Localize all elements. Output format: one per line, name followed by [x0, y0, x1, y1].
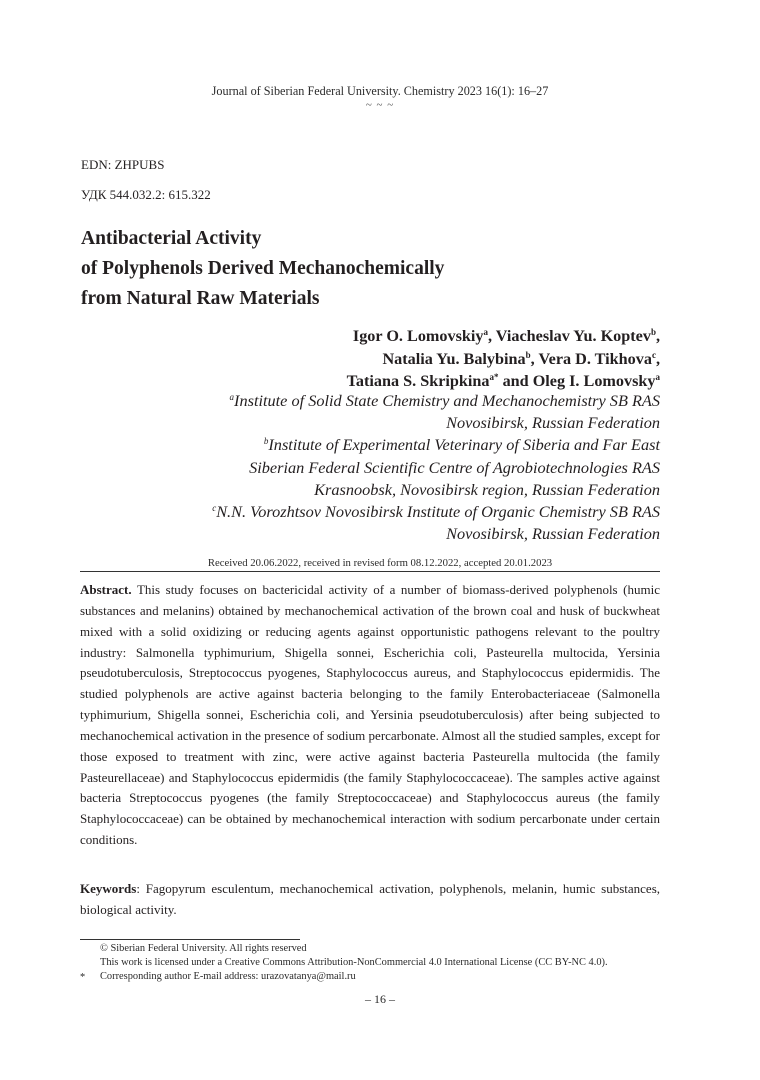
affiliation-list — [212, 390, 660, 545]
keywords-label: Keywords — [80, 881, 137, 896]
affiliation-text: Institute of Experimental Veterinary of Siberia and Far East — [268, 435, 660, 455]
author-separator: , — [487, 327, 496, 345]
title-line: from Natural Raw Materials — [81, 288, 320, 309]
title-line: of Polyphenols Derived Mechanochemically — [81, 258, 445, 279]
author-name: Tatiana S. Skripkina — [346, 372, 490, 390]
affiliation-text: Siberian Federal Scientific Centre of Agrobiotechnologies RAS — [249, 457, 660, 477]
affiliation-text: N.N. Vorozhtsov Novosibirsk Institute of Organic Chemistry SB RAS — [216, 502, 660, 522]
corresponding-author-text: Corresponding author E-mail address: urazovatanya@mail.ru — [100, 971, 356, 982]
affiliation-mark: a — [483, 327, 488, 337]
footnote-line — [80, 970, 680, 984]
affiliation-line — [212, 457, 660, 479]
journal-header: Journal of Siberian Federal University. Chemistry 2023 16(1): 16–27 — [211, 84, 549, 98]
affiliation-line — [212, 434, 660, 456]
affiliation-mark: b — [263, 436, 269, 447]
abstract-label: Abstract. — [80, 582, 132, 597]
affiliation-mark: c — [651, 349, 656, 360]
author-list — [347, 325, 660, 393]
affiliation-mark: a — [229, 392, 235, 402]
abstract-divider — [80, 571, 660, 572]
author-line — [347, 348, 660, 371]
author-separator: , — [655, 327, 660, 345]
affiliation-text: Institute of Solid State Chemistry and Mechanochemistry SB RAS — [234, 391, 660, 410]
author-line — [347, 325, 660, 348]
affiliation-line — [212, 390, 660, 412]
affiliation-text: Krasnoobsk, Novosibirsk region, Russian Federation — [314, 479, 660, 499]
affiliation-text: Novosibirsk, Russian Federation — [446, 413, 660, 433]
udk-code: УДК 544.032.2: 615.322 — [81, 187, 211, 202]
received-dates: Received 20.06.2022, received in revised form 08.12.2022, accepted 20.01.2023 — [207, 557, 553, 569]
affiliation-mark: c — [212, 503, 217, 514]
abstract — [80, 580, 660, 851]
author-name: Vera D. Tikhova — [538, 349, 652, 368]
paper-title — [81, 224, 444, 314]
affiliation-line — [212, 501, 660, 523]
affiliation-mark: b — [525, 349, 531, 360]
affiliation-text: Novosibirsk, Russian Federation — [446, 524, 660, 544]
title-line: Antibacterial Activity — [81, 228, 262, 249]
edn-code: EDN: ZHPUBS — [81, 157, 165, 172]
author-separator: and — [498, 372, 533, 390]
footnote-line — [80, 942, 680, 956]
affiliation-mark: b — [650, 327, 656, 337]
header-ornament: ~ ~ ~ — [365, 99, 395, 111]
copyright-text: © Siberian Federal University. All rights reserved — [100, 943, 307, 954]
author-name: Igor O. Lomovskiy — [352, 327, 484, 345]
license-text: This work is licensed under a Creative Commons Attribution-NonCommercial 4.0 International License (CC BY-NC 4.0). — [100, 957, 608, 968]
abstract-text: This study focuses on bactericidal activity of a number of biomass-derived polyphenols (humic substances and melanins) obtained by mechanochemical activation of the brown coal and husk of buckwheat mixed with a solid oxidizing or reducing agents against opportunistic pathogens relevant to the poultry industry: Salmonella typhimurium, Shigella sonnei, Escherichia coli, Pasteurella multocida, Yersinia pseudotuberculosis, Streptococcus pyogenes, Staphylococcus aureus, and Staphylococcus epidermidis. The studied polyphenols are active against bacteria belonging to the family Enterobacteriaceae (Salmonella typhimurium, Shigella sonnei, Escherichia coli, and Yersinia pseudotuberculosis) after being subjected to mechanochemical activation in the presence of sodium percarbonate. Almost all the studied samples, except for those exposed to treatment with zinc, were active against bacteria Pasteurella multocida (the family Pasteurellaceae) and Staphylococcus epidermidis (the family Staphylococcaceae). The samples active against bacteria Streptococcus pyogenes (the family Streptococcaceae) and Staphylococcus aureus (the family Staphylococcaceae) can be obtained by mechanochemical interaction with sodium percarbonate under certain conditions. — [80, 582, 660, 848]
author-separator: , — [530, 349, 539, 368]
keywords — [80, 879, 660, 920]
affiliation-line — [212, 412, 660, 434]
page-number: – 16 – — [365, 992, 395, 1006]
author-name: Viacheslav Yu. Koptev — [495, 327, 651, 345]
author-name: Oleg I. Lomovsky — [532, 372, 656, 390]
footnote-line — [80, 956, 680, 970]
affiliation-line — [212, 523, 660, 545]
affiliation-mark: a* — [489, 372, 499, 382]
affiliation-line — [212, 479, 660, 501]
author-separator: , — [655, 349, 660, 368]
affiliation-mark: a — [655, 372, 660, 382]
author-name: Natalia Yu. Balybina — [382, 349, 526, 368]
keywords-text: : Fagopyrum esculentum, mechanochemical activation, polyphenols, melanin, humic substances, biological activity. — [80, 881, 660, 917]
footnote-divider — [80, 939, 300, 940]
footnotes — [80, 942, 680, 984]
footnote-mark: * — [80, 972, 86, 983]
